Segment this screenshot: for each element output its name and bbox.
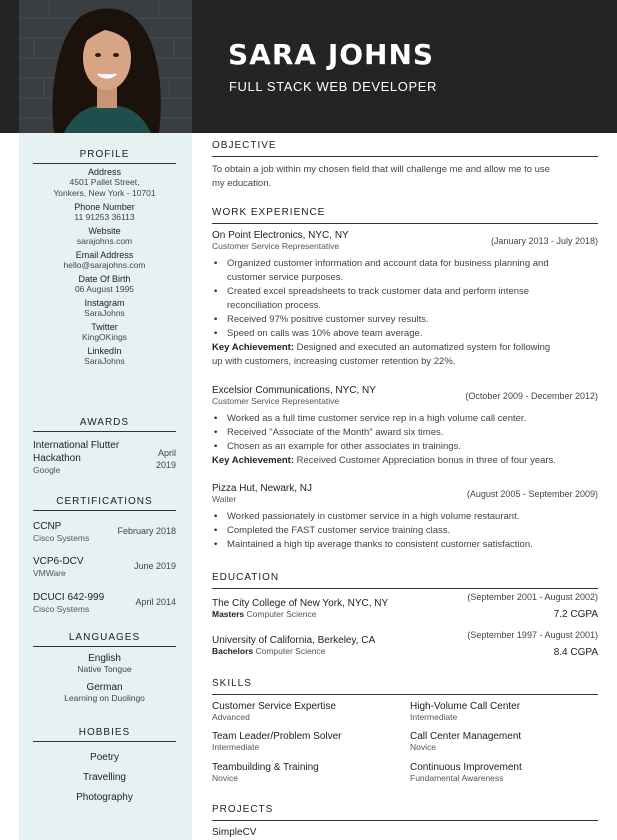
hobby-item: Travelling: [83, 772, 126, 783]
key-achievement: Key Achievement: Received Customer Appreciation bonus in three of four years.: [212, 455, 556, 466]
website-label: Website: [88, 226, 121, 236]
cert-title: DCUCI 642-999: [33, 592, 105, 603]
language-name: English: [88, 653, 121, 664]
bullet-item: • Received 97% positive customer survey results.: [212, 313, 598, 327]
key-achievement: Key Achievement: Designed and executed an automatized system for following up with customers, increasing customer retention by 22%.: [212, 342, 551, 367]
hobby-item: Photography: [76, 792, 133, 803]
hobbies-heading: HOBBIES: [33, 727, 176, 742]
education-gpa: 7.2 CGPA: [553, 609, 598, 620]
cert-org: Cisco Systems: [33, 533, 90, 543]
job-entry: [212, 483, 598, 552]
linkedin-label: LinkedIn: [87, 346, 122, 356]
bullet-item: • Organized customer information and account data for business planning and customer service purposes.: [212, 257, 598, 285]
education-item: [212, 630, 598, 664]
language-level: Native Tongue: [77, 664, 132, 674]
objective-text: [212, 163, 598, 191]
education-degree: Masters Computer Science: [212, 609, 317, 619]
twitter-label: Twitter: [91, 322, 118, 332]
education-school: University of California, Berkeley, CA: [212, 635, 376, 646]
languages-heading: LANGUAGES: [33, 632, 176, 647]
objective-line: my education.: [212, 178, 272, 189]
cert-item: [33, 555, 176, 578]
certifications-heading: CERTIFICATIONS: [33, 496, 176, 511]
bullet-item: • Chosen as an example for other associates in trainings.: [212, 440, 598, 454]
profile-section: [33, 149, 176, 367]
job-dates: (January 2013 - July 2018): [490, 236, 598, 246]
bullet-item: • Worked as a full time customer service rep in a high volume call center.: [212, 412, 598, 426]
phone-value: 11 91253 36113: [74, 212, 135, 222]
language-name: German: [86, 682, 123, 693]
cert-title: VCP6-DCV: [33, 556, 84, 567]
sidebar: [19, 133, 192, 840]
education-item: [212, 592, 598, 626]
linkedin-value[interactable]: SaraJohns: [84, 356, 125, 366]
education-gpa: 8.4 CGPA: [553, 647, 598, 658]
projects-heading: PROJECTS: [212, 804, 598, 821]
skill-item: High-Volume Call Center Intermediate: [410, 701, 521, 722]
job-role: Customer Service Representative: [212, 396, 340, 406]
bullet-item: • Received "Associate of the Month" award six times.: [212, 426, 598, 440]
job-bullets: [212, 510, 598, 552]
dob-value: 06 August 1995: [74, 284, 135, 294]
bullet-item: • Worked passionately in customer service in a high volume restaurant.: [212, 510, 598, 524]
cert-org: Cisco Systems: [33, 604, 90, 614]
project-name: SimpleCV: [212, 827, 257, 838]
education-school: The City College of New York, NYC, NY: [212, 598, 389, 609]
skills-heading: SKILLS: [212, 678, 598, 695]
education-dates: (September 1997 - August 2001): [467, 630, 598, 640]
job-company: Pizza Hut, Newark, NJ: [212, 483, 313, 494]
cert-item: [33, 520, 176, 543]
twitter-value[interactable]: KingOKings: [82, 332, 127, 342]
cert-date: June 2019: [133, 561, 176, 571]
instagram-label: Instagram: [84, 298, 125, 308]
skill-item: Teambuilding & Training Novice: [212, 762, 319, 783]
language-level: Learning on Duolingo: [64, 693, 145, 703]
website-link[interactable]: sarajohns.com: [76, 236, 133, 246]
job-bullets: [212, 412, 598, 454]
cert-date: February 2018: [117, 526, 176, 536]
job-entry: [212, 230, 598, 369]
languages-section: [33, 632, 176, 704]
address-line1: 4501 Pallet Street,: [69, 177, 140, 187]
objective-heading: OBJECTIVE: [212, 140, 598, 157]
skill-item: Customer Service Expertise Advanced: [212, 701, 336, 722]
objective-line: To obtain a job within my chosen field that will challenge me and allow me to use: [212, 164, 550, 175]
job-entry: [212, 385, 598, 468]
job-dates: (October 2009 - December 2012): [465, 391, 598, 401]
job-bullets: [212, 257, 598, 341]
job-company: On Point Electronics, NYC, NY: [212, 230, 349, 241]
awards-heading: AWARDS: [33, 417, 176, 432]
hobby-item: Poetry: [90, 752, 119, 763]
awards-section: [33, 417, 176, 432]
dob-label: Date Of Birth: [78, 274, 131, 284]
cert-date: April 2014: [135, 597, 176, 607]
award-title: International Flutter Hackathon: [33, 440, 120, 464]
education-degree: Bachelors Computer Science: [212, 646, 326, 656]
skill-item: Continuous Improvement Fundamental Awareness: [410, 762, 522, 783]
award-org: Google: [33, 465, 61, 475]
job-company: Excelsior Communications, NYC, NY: [212, 385, 376, 396]
education-heading: EDUCATION: [212, 572, 598, 589]
cert-title: CCNP: [33, 521, 62, 532]
work-heading: WORK EXPERIENCE: [212, 207, 598, 224]
cert-org: VMWare: [33, 568, 66, 578]
bullet-item: • Speed on calls was 10% above team average.: [212, 327, 598, 341]
skill-item: Team Leader/Problem Solver Intermediate: [212, 731, 342, 752]
job-role: Waiter: [212, 494, 237, 504]
job-role: Customer Service Representative: [212, 241, 340, 251]
candidate-name: SARA JOHNS: [228, 38, 435, 71]
bullet-item: • Created excel spreadsheets to track customer data and perform intense reconciliation process.: [212, 285, 598, 313]
certifications-section: [33, 496, 176, 511]
email-link[interactable]: hello@sarajohns.com: [63, 260, 146, 270]
award-item: [33, 439, 176, 475]
email-label: Email Address: [75, 250, 134, 260]
address-label: Address: [87, 167, 122, 177]
candidate-role: FULL STACK WEB DEVELOPER: [229, 79, 438, 94]
award-date: April 2019: [155, 448, 176, 470]
address-line2: Yonkers, New York - 10701: [53, 188, 156, 198]
job-dates: (August 2005 - September 2009): [466, 489, 598, 499]
bullet-item: • Completed the FAST customer service training class.: [212, 524, 598, 538]
phone-label: Phone Number: [74, 202, 135, 212]
profile-photo: [19, 0, 192, 133]
instagram-value[interactable]: SaraJohns: [84, 308, 125, 318]
education-dates: (September 2001 - August 2002): [467, 592, 598, 602]
skill-item: Call Center Management Novice: [410, 731, 522, 752]
bullet-item: • Maintained a high tip average thanks to consistent customer satisfaction.: [212, 538, 598, 552]
profile-heading: PROFILE: [33, 149, 176, 164]
cert-item: [33, 591, 176, 614]
hobbies-section: [33, 727, 176, 808]
